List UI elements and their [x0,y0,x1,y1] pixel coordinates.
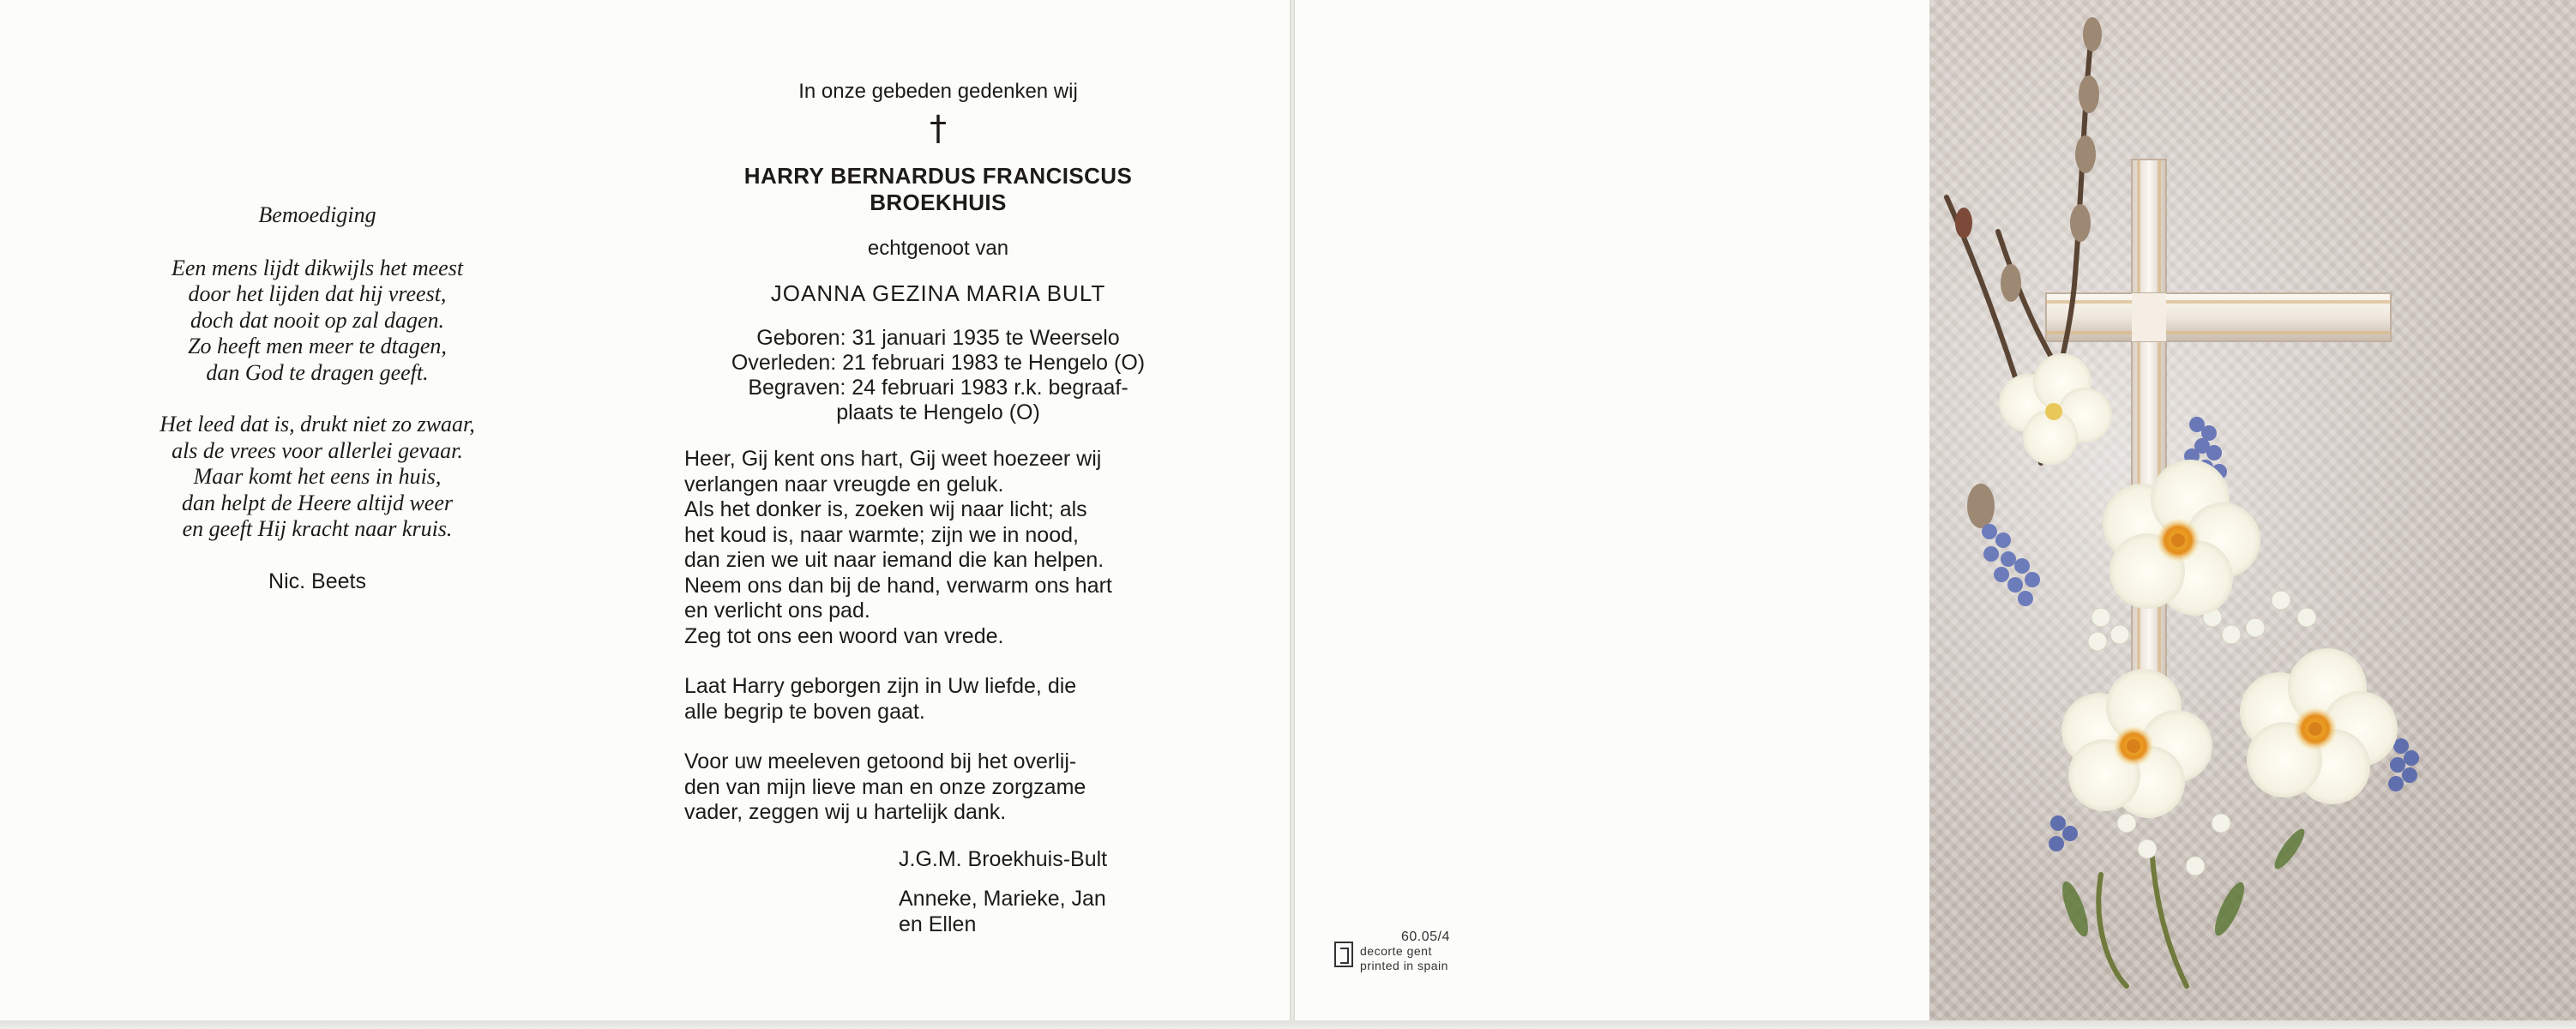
wish-line: Laat Harry geborgen zijn in Uw liefde, die [684,674,1077,698]
wish-paragraph [684,674,1192,725]
memorial-text [684,77,1192,937]
buried-date: Begraven: 24 februari 1983 r.k. begraaf- [748,376,1129,400]
poem-line: Maar komt het eens in huis, [193,464,442,489]
printer-name: decorte gent [1360,944,1432,958]
intro-line: In onze gebeden gedenken wij [798,80,1078,103]
thanks-line: den van mijn lieve man en onze zorgzame [684,774,1086,799]
wish-line: alle begrip te boven gaat. [684,699,925,724]
printer-logo-icon [1334,942,1353,967]
printer-text [1360,930,1450,973]
poem-line: en geeft Hij kracht naar kruis. [182,516,453,541]
prayer-line: dan zien we uit naar iemand die kan helpen. [684,548,1104,572]
signature-line: en Ellen [899,912,977,936]
died-date: Overleden: 21 februari 1983 te Hengelo (O) [731,351,1146,375]
cross-icon: † [930,109,947,148]
prayer-line: en verlicht ons pad. [684,599,870,623]
poem-stanza-2 [94,412,540,543]
spouse-name: JOANNA GEZINA MARIA BULT [770,280,1106,306]
prayer-line: Heer, Gij kent ons hart, Gij weet hoezeer wij [684,447,1102,471]
poem-line: dan helpt de Heere altijd weer [181,490,453,515]
cross-flowers-photo [1929,0,2576,1022]
poem-line: Het leed dat is, drukt niet zo zwaar, [159,412,475,436]
signature-line: Anneke, Marieke, Jan [899,886,1106,911]
poem-author: Nic. Beets [268,569,366,593]
prayer-line: Als het donker is, zoeken wij naar licht; als [684,497,1087,521]
thanks-line: Voor uw meeleven getoond bij het overlij- [684,749,1077,773]
born-date: Geboren: 31 januari 1935 te Weerselo [756,326,1120,350]
printer-origin: printed in spain [1360,959,1448,972]
poem-line: door het lijden dat hij vreest, [188,281,447,306]
deceased-name [684,163,1192,216]
poem-stanza-1 [94,256,540,387]
poem-line: dan God te dragen geeft. [206,359,429,385]
prayer-line: Zeg tot ons een woord van vrede. [684,623,1004,648]
thanks-line: vader, zeggen wij u hartelijk dank. [684,800,1007,824]
buried-place: plaats te Hengelo (O) [836,400,1040,424]
poem [94,202,540,594]
spouse-label: echtgenoot van [867,237,1009,260]
cross-flowers-illustration [1929,0,2576,1022]
prayer-line: het koud is, naar warmte; zijn we in nood, [684,522,1079,547]
deceased-name-line: BROEKHUIS [870,190,1007,215]
prayer [684,447,1192,649]
printer-code: 60.05/4 [1401,930,1450,944]
poem-line: Zo heeft men meer te dtagen, [188,334,447,358]
leaf-icons [2057,825,2309,939]
poem-line: Een mens lijdt dikwijls het meest [171,255,464,280]
poem-line: doch dat nooit op zal dagen. [190,307,445,333]
prayer-line: Neem ons dan bij de hand, verwarm ons hart [684,573,1112,598]
signature-widow: J.G.M. Broekhuis-Bult [899,846,1108,871]
deceased-name-line: HARRY BERNARDUS FRANCISCUS [743,163,1133,189]
signature-children [899,886,1192,937]
thanks-paragraph [684,749,1192,826]
poem-line: als de vrees voor allerlei gevaar. [172,437,463,463]
prayer-line: verlangen naar vreugde en geluk. [684,472,1004,496]
poem-title: Bemoediging [258,202,376,227]
printer-mark [1334,930,1450,973]
scan-edge [0,1020,2576,1029]
life-dates [684,326,1192,425]
